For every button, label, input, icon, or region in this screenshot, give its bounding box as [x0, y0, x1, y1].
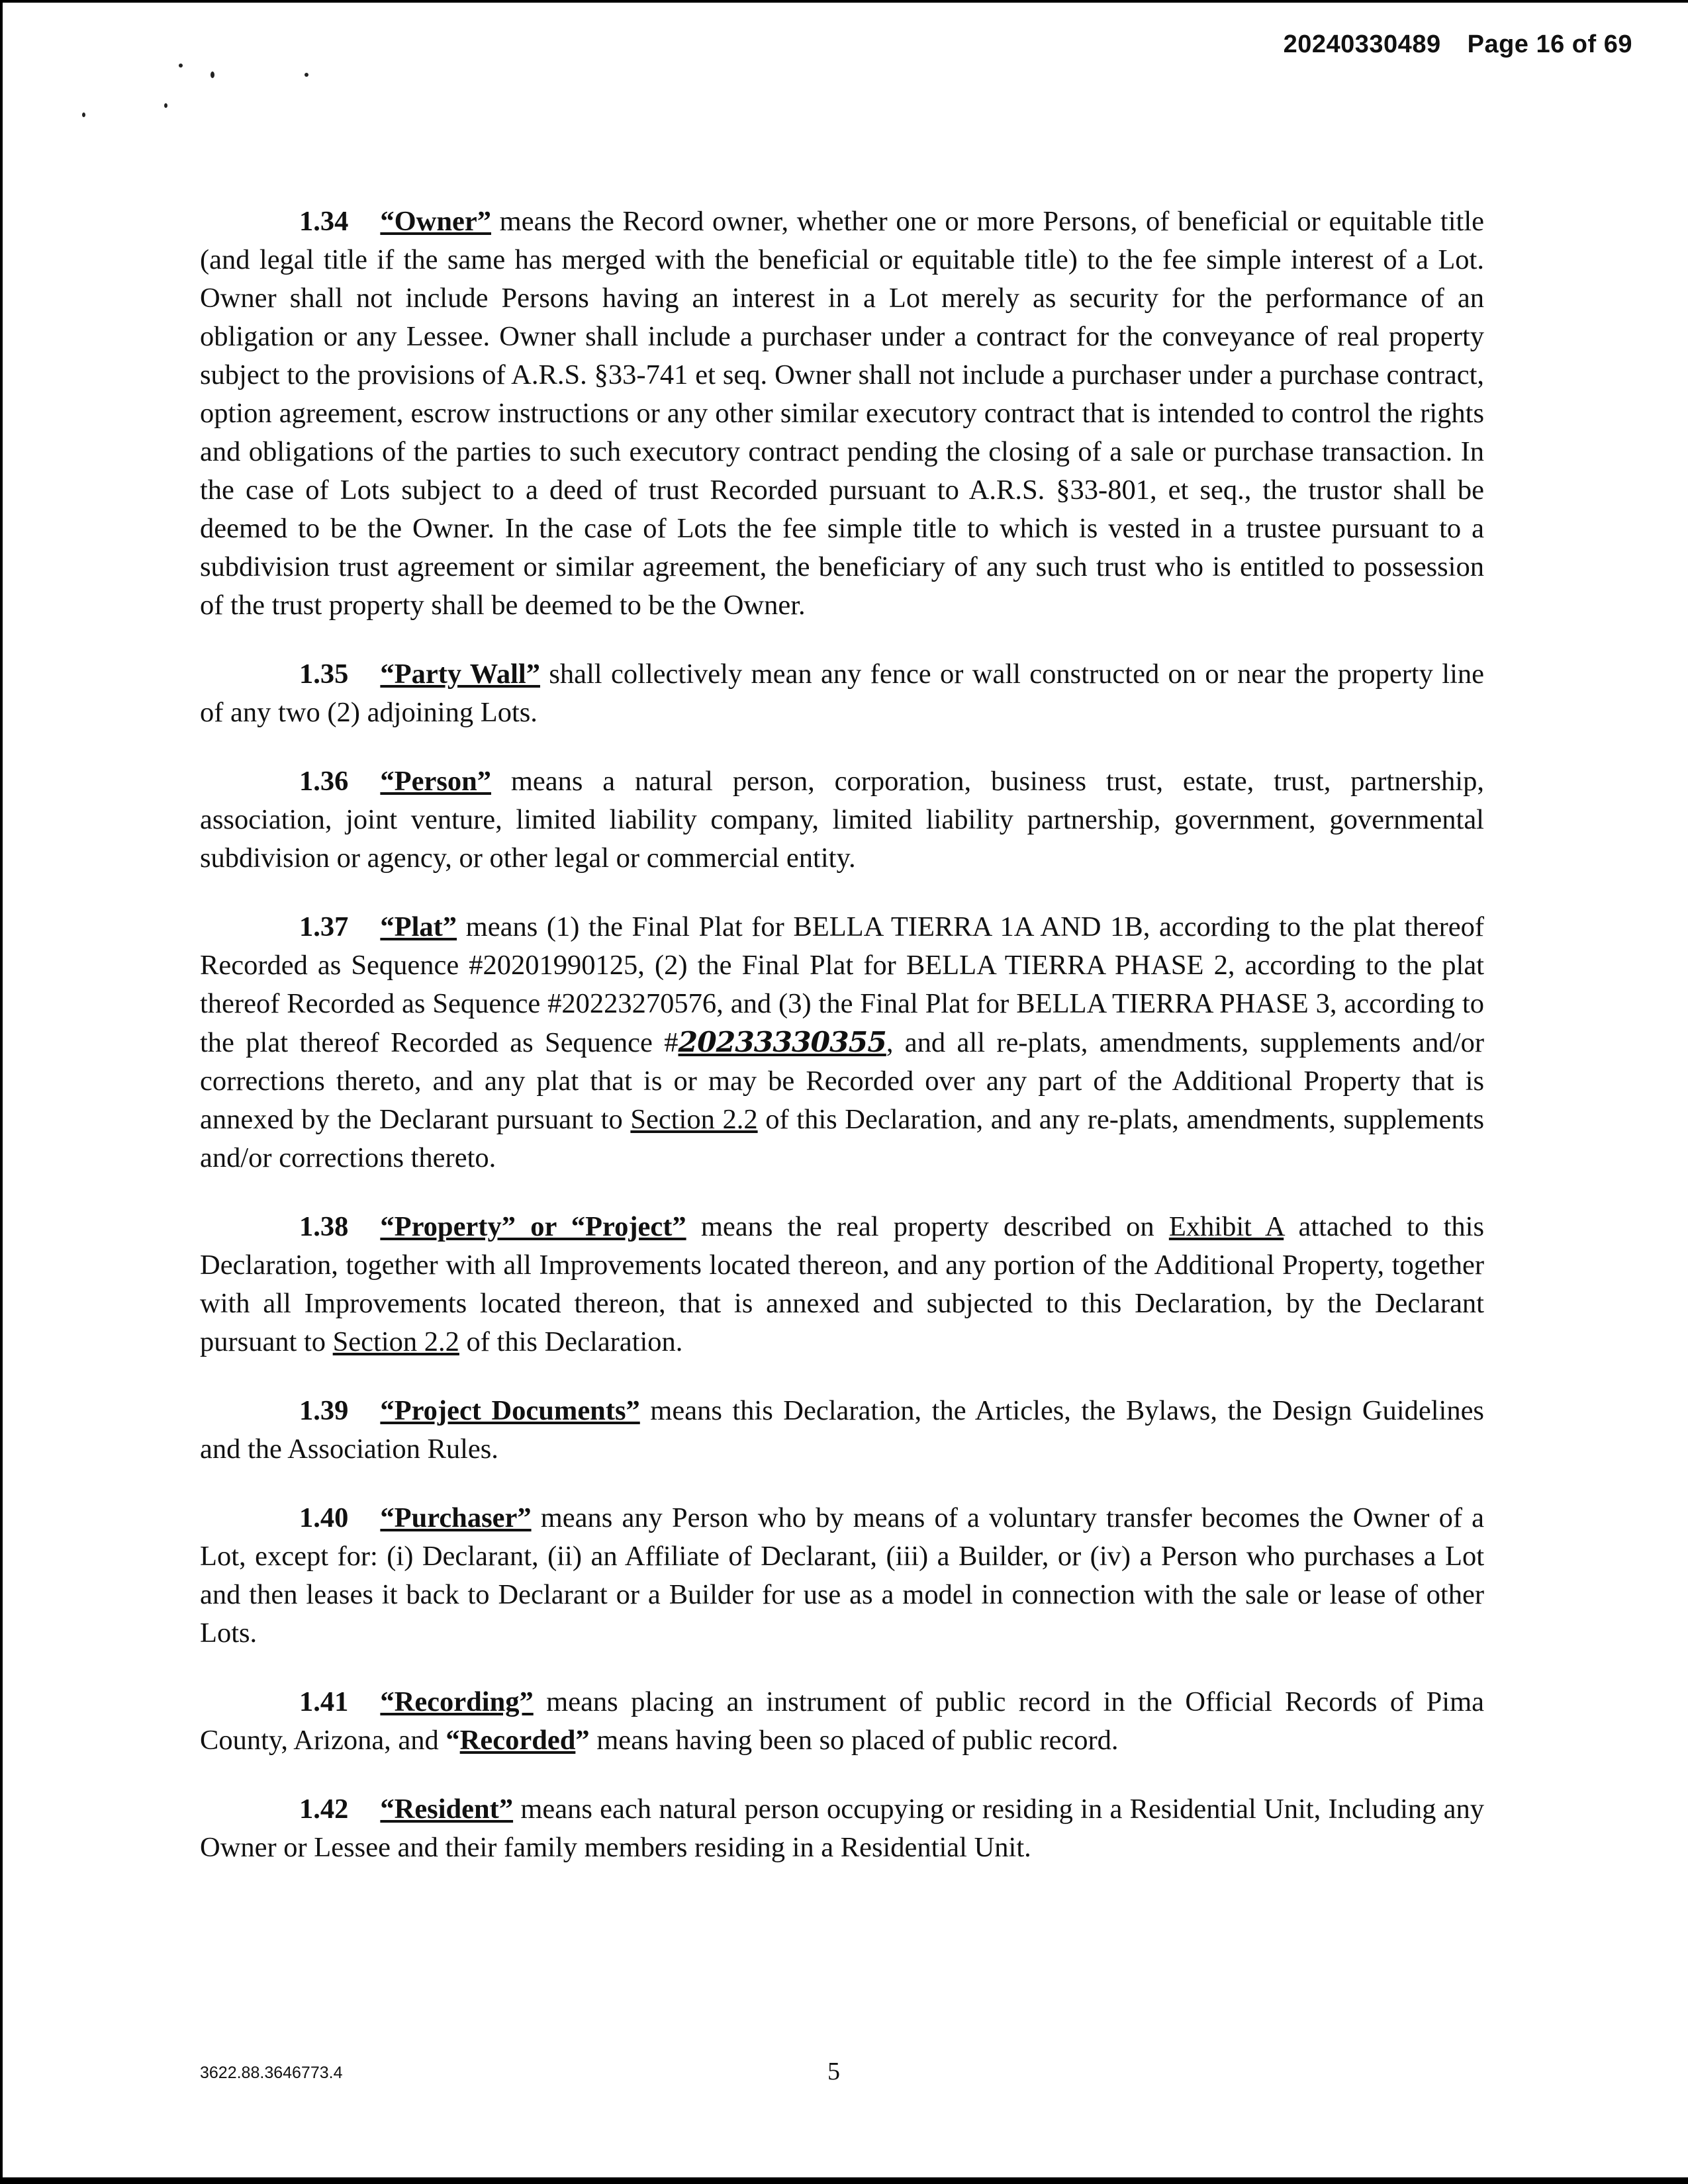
defined-term: “Person”	[380, 766, 491, 797]
section-text: means this Declaration, the Articles, the Bylaws, the Design Guidelines and the Association Rules.	[200, 1395, 1484, 1465]
section-number: 1.37	[299, 911, 349, 942]
section-text: means the Record owner, whether one or more Persons, of beneficial or equitable title (and legal title if the same has merged with the beneficial or equitable title) to the fee simple interest of a Lot. Owner shall not include Persons having an interest in a Lot merely as security for the performance of an obligation or any Lessee. Owner shall include a purchaser under a contract for the conveyance of real property subject to the provisions of A.R.S. §33-741 et seq. Owner shall not include a purchaser under a purchase contract, option agreement, escrow instructions or any other similar executory contract that is intended to control the rights and obligations of the parties to such executory contract pending the closing of a sale or purchase transaction. In the case of Lots subject to a deed of trust Recorded pursuant to A.R.S. §33-801, et seq., the trustor shall be deemed to be the Owner. In the case of Lots the fee simple title to which is vested in a trustee pursuant to a subdivision trust agreement or similar agreement, the beneficiary of any such trust who is entitled to possession of the trust property shall be deemed to be the Owner.	[200, 206, 1484, 621]
section-text: means placing an instrument of public record in the Official Records of Pima County, Arizona, and	[200, 1686, 1484, 1756]
section-1-37	[200, 908, 1484, 1177]
section-number: 1.34	[299, 206, 349, 237]
section-1-42	[200, 1790, 1484, 1867]
section-1-35	[200, 655, 1484, 732]
section-text: attached to this Declaration, together with all Improvements located thereon, and any portion of the Additional Property, together with all Improvements located thereon, that is annexed and subjected to this Declaration, by the Declarant pursuant to	[200, 1211, 1484, 1357]
defined-term: “Property” or “Project”	[380, 1211, 686, 1242]
defined-term: “Owner”	[380, 206, 491, 237]
defined-term: Recorded	[459, 1725, 576, 1756]
section-reference: Section 2.2	[332, 1326, 459, 1357]
defined-term: “Purchaser”	[380, 1502, 532, 1533]
section-text: means the real property described on	[686, 1211, 1169, 1242]
page-border-bottom	[0, 2177, 1688, 2184]
defined-term: “Plat”	[380, 911, 457, 942]
section-number: 1.36	[299, 766, 349, 797]
defined-term: “Resident”	[380, 1794, 514, 1825]
section-text: means each natural person occupying or residing in a Residential Unit, Including any Owner or Lessee and their family members residing in a Residential Unit.	[200, 1794, 1484, 1863]
defined-term: “Recording”	[380, 1686, 534, 1717]
exhibit-reference: Exhibit A	[1168, 1211, 1284, 1242]
footer-page-number: 5	[827, 2058, 840, 2085]
defined-term: “Project Documents”	[380, 1395, 640, 1426]
footer-document-number: 3622.88.3646773.4	[200, 2064, 343, 2082]
section-number: 1.40	[299, 1502, 349, 1533]
recording-number: 20240330489	[1283, 30, 1441, 58]
scan-speck	[164, 103, 167, 108]
page-border-top	[0, 0, 1688, 3]
section-1-41	[200, 1683, 1484, 1760]
scan-speck	[211, 71, 214, 78]
section-number: 1.38	[299, 1211, 349, 1242]
section-text: means a natural person, corporation, business trust, estate, trust, partnership, association, joint venture, limited liability company, limited liability partnership, government, governmental subdivision or agency, or other legal or commercial entity.	[200, 766, 1484, 874]
section-text: , and all re-plats, amendments, supplements and/or corrections thereto, and any plat that is or may be Recorded over any part of the Additional Property that is annexed by the Declarant pursuant to	[200, 1027, 1485, 1135]
section-1-34	[200, 203, 1484, 625]
quote-mark: “	[445, 1725, 460, 1756]
page-label: Page 16 of 69	[1467, 30, 1632, 58]
section-text: means any Person who by means of a voluntary transfer becomes the Owner of a Lot, except for: (i) Declarant, (ii) an Affiliate of Declarant, (iii) a Builder, or (iv) a Person who purchases a Lot and then leases it back to Declarant or a Builder for use as a model in connection with the sale or lease of other Lots.	[200, 1502, 1484, 1649]
section-1-36	[200, 762, 1484, 878]
section-text: of this Declaration.	[459, 1326, 683, 1357]
section-1-40	[200, 1499, 1484, 1653]
section-text: means (1) the Final Plat for BELLA TIERRA 1A AND 1B, according to the plat thereof Recorded as Sequence #20201990125, (2) the Final Plat for BELLA TIERRA PHASE 2, according to the plat thereof Recorded as Sequence #20223270576, and (3) the Final Plat for BELLA TIERRA PHASE 3, according to the plat thereof Recorded as Sequence #	[200, 911, 1484, 1058]
handwritten-sequence-number: 20233330355	[678, 1026, 886, 1059]
scan-speck	[82, 113, 85, 117]
quote-mark: ”	[575, 1725, 590, 1756]
document-body	[200, 203, 1484, 1897]
section-text: of this Declaration, and any re-plats, amendments, supplements and/or corrections thereto.	[200, 1104, 1484, 1173]
scan-speck	[179, 64, 183, 68]
scan-speck	[305, 73, 308, 77]
section-number: 1.39	[299, 1395, 349, 1426]
section-number: 1.35	[299, 659, 349, 690]
section-1-38	[200, 1208, 1484, 1361]
defined-term: “Party Wall”	[380, 659, 540, 690]
section-text: means having been so placed of public record.	[589, 1725, 1119, 1756]
section-text: shall collectively mean any fence or wall constructed on or near the property line of any two (2) adjoining Lots.	[200, 659, 1484, 728]
section-number: 1.42	[299, 1794, 349, 1825]
section-reference: Section 2.2	[630, 1104, 758, 1135]
page-border-left	[0, 0, 3, 2184]
section-1-39	[200, 1392, 1484, 1469]
section-number: 1.41	[299, 1686, 349, 1717]
recording-header	[1284, 30, 1632, 59]
